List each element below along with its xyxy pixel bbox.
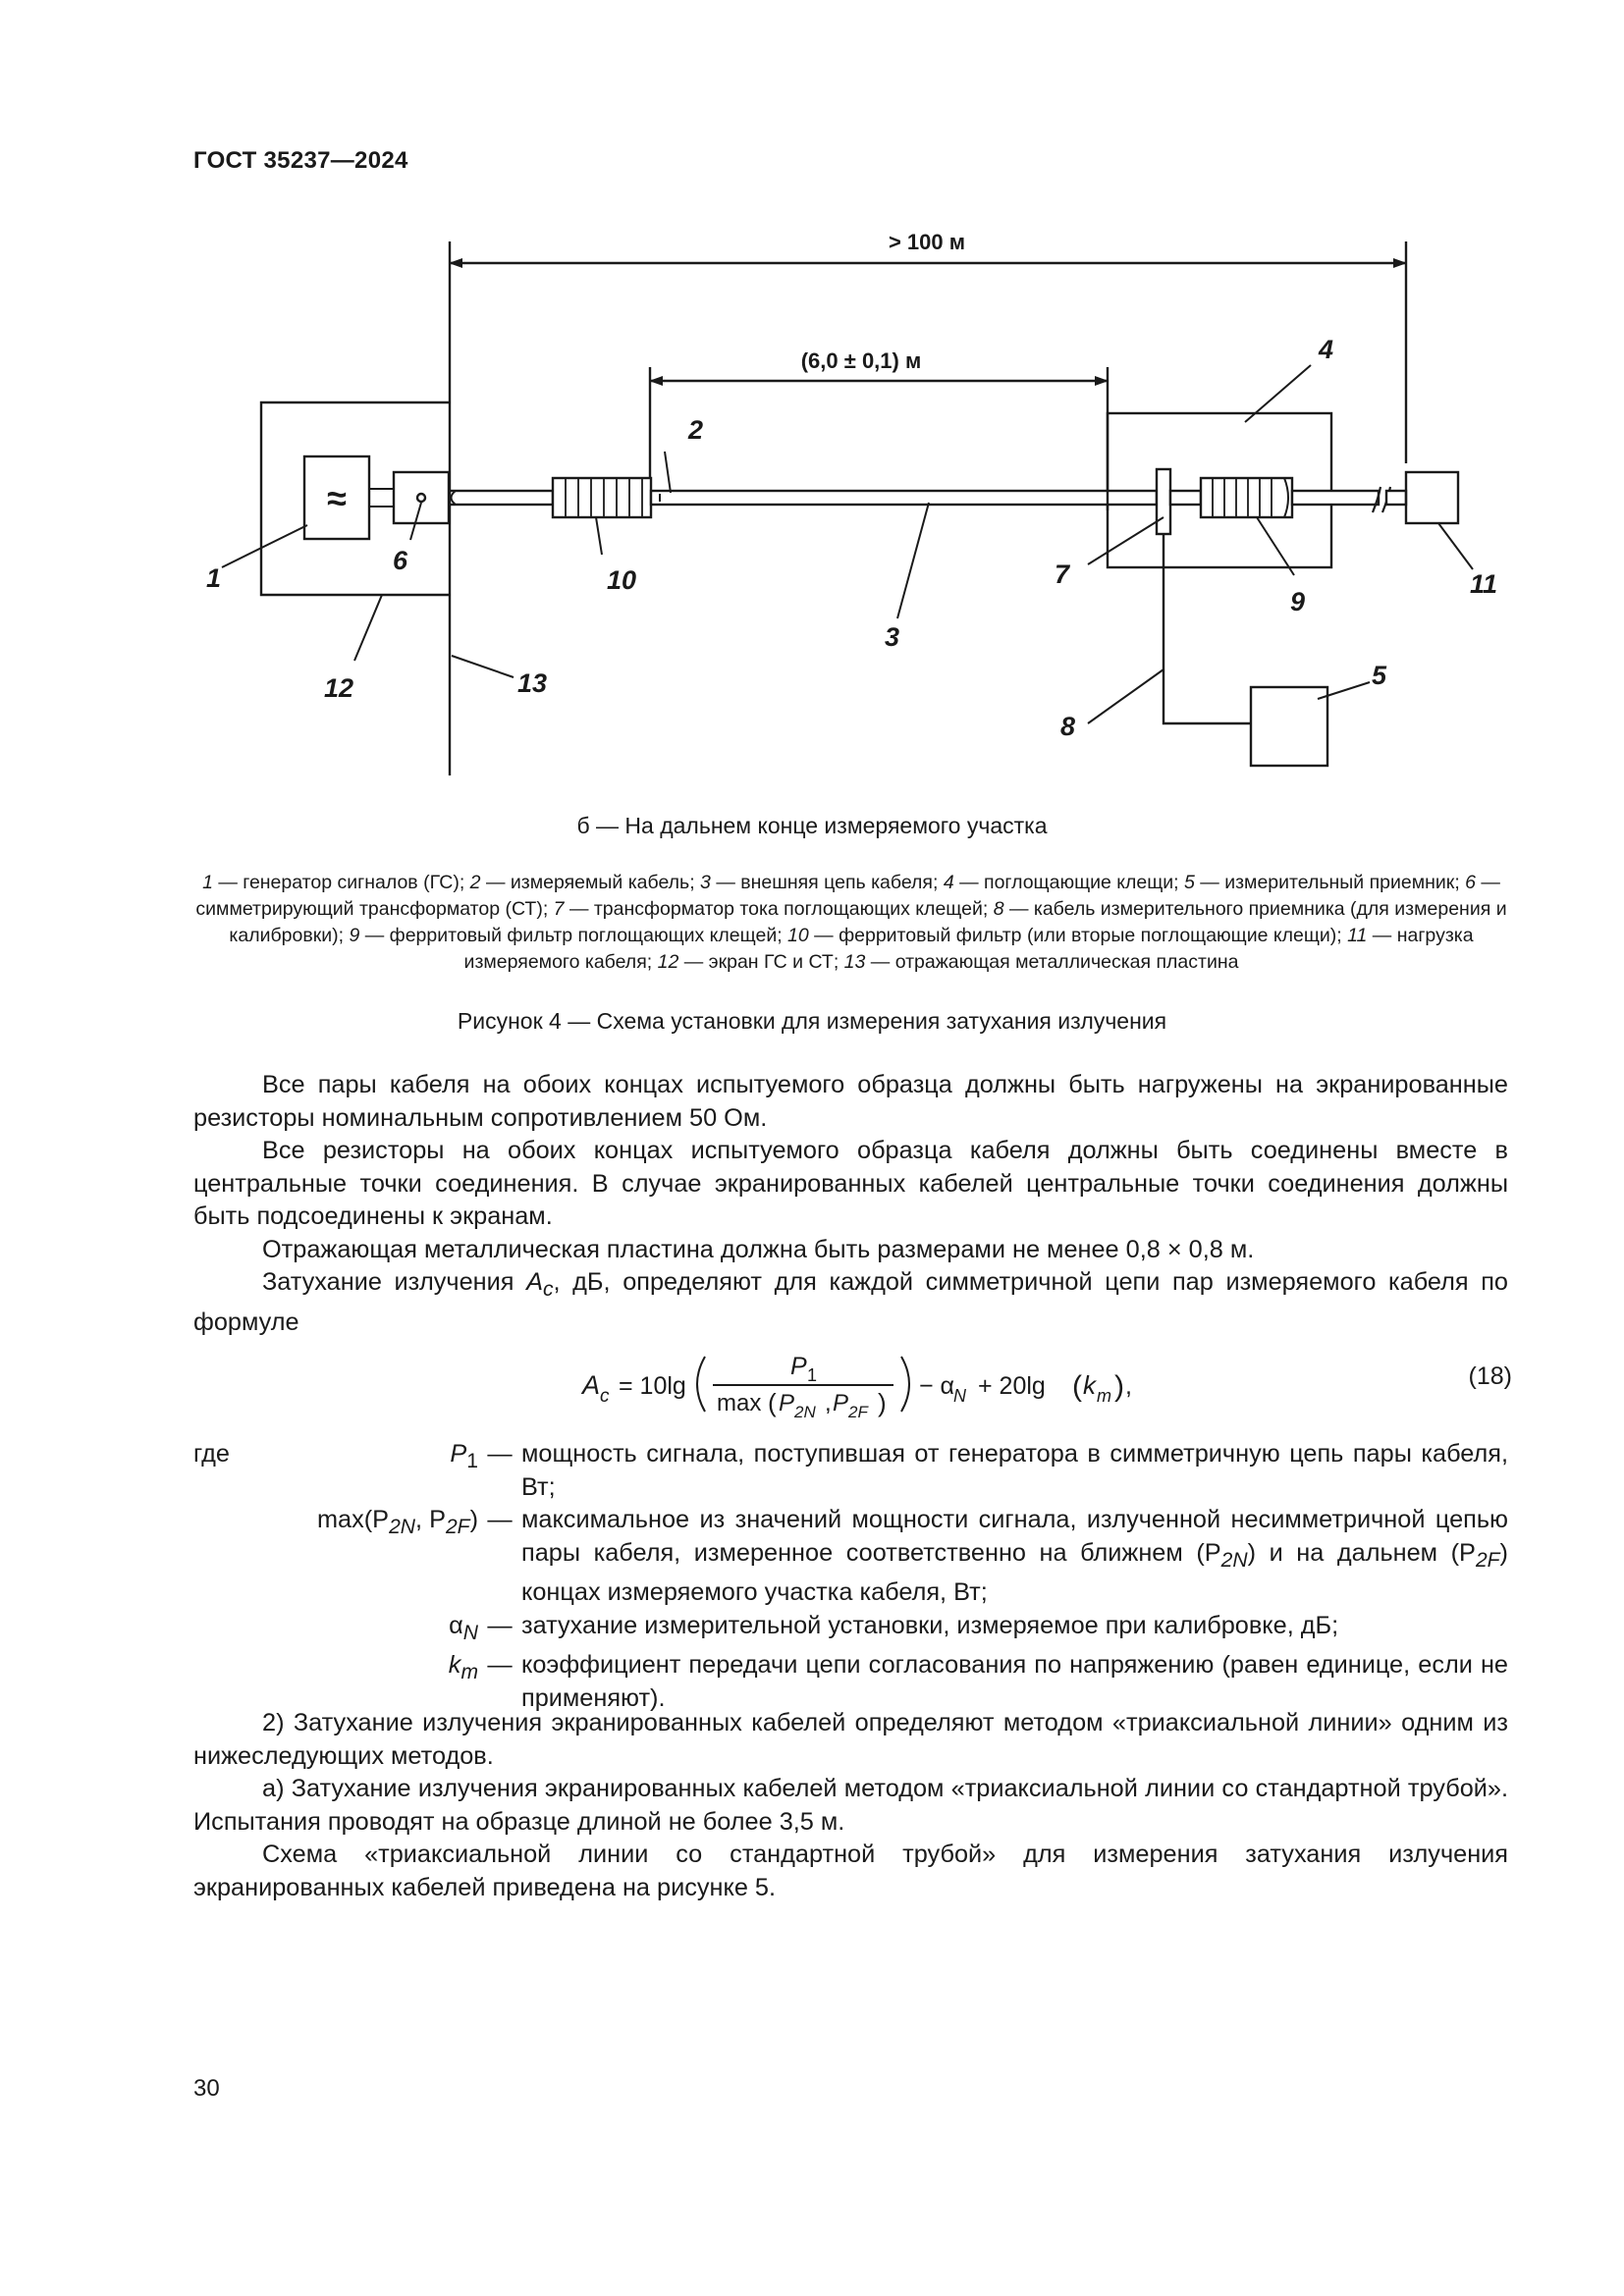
definition: мощность сигнала, поступившая от генератора в симметричную цепь пары кабеля, Вт; [521, 1440, 1508, 1501]
svg-text:,: , [825, 1390, 832, 1416]
definition: максимальное из значений мощности сигнала, излученной несимметричной цепью пары кабеля, измеренное соответственно на ближнем $(P_{2N})$ и на дальнем $(P_{2F})$ концах измеряемого участка кабеля, Вт; [521, 1506, 1508, 1607]
legend-item: 7 — трансформатор тока поглощающих клещей; [553, 898, 994, 920]
label-8: 8 [1060, 712, 1076, 741]
label-10: 10 [607, 565, 637, 595]
leader-7 [1088, 517, 1164, 564]
cable-in-clamp [1170, 491, 1201, 505]
cable-load [1406, 472, 1458, 523]
definition-row: $\max(P_{2N}$, $P_{2F}$) — максимальное из значений мощности сигнала, излученной несимметричной цепью пары кабеля, измеренное соответственно на ближнем $(P_{2N})$ и на дальнем $(P_{2F})$ концах измеряемого участка кабеля, Вт; [193, 1504, 1508, 1610]
legend-item: 11 — нагрузка измеряемого кабеля; [463, 925, 1474, 973]
cable-left [450, 491, 553, 505]
legend-item: 9 — ферритовый фильтр поглощающих клещей; [349, 925, 788, 946]
legend-item: 2 — измеряемый кабель; [469, 872, 701, 893]
symbol: $P_1$ [450, 1440, 478, 1473]
svg-text:c: c [600, 1386, 610, 1407]
receiver-cable [1164, 534, 1251, 723]
svg-text:1: 1 [807, 1365, 818, 1385]
dimension-label-outer: > 100 м [888, 230, 966, 254]
paragraph: а) Затухание излучения экранированных кабелей методом «триаксиальной линии со стандартной трубой». Испытания проводят на образце длиной не более 3,5 м. [193, 1775, 1508, 1836]
symbol-definitions [193, 1438, 1508, 1715]
label-13: 13 [517, 668, 548, 698]
svg-text:): ) [1114, 1370, 1124, 1403]
svg-text:(: ( [768, 1388, 777, 1417]
svg-text:(: ( [1072, 1370, 1082, 1403]
leader-10 [596, 517, 602, 555]
paragraph: Все пары кабеля на обоих концах испытуемого образца должны быть нагружены на экранированные резисторы номинальным сопротивлением 50 Ом. [193, 1071, 1508, 1132]
svg-text:k: k [1083, 1370, 1096, 1400]
svg-text:2N: 2N [794, 1403, 816, 1421]
svg-text:N: N [953, 1386, 966, 1406]
label-11: 11 [1470, 569, 1498, 599]
where-label: где [193, 1440, 230, 1468]
svg-text:max: max [717, 1390, 762, 1416]
label-4: 4 [1319, 335, 1334, 364]
legend-item: 1 — генератор сигналов (ГС); [202, 872, 470, 893]
clamp-ferrite-filter [1201, 478, 1292, 517]
svg-text:P: P [833, 1390, 849, 1416]
paragraph: 2) Затухание излучения экранированных кабелей определяют методом «триаксиальной линии» одним из нижеследующих методов. [193, 1709, 1508, 1770]
label-2: 2 [688, 415, 704, 445]
svg-text:): ) [878, 1388, 887, 1417]
legend-item: 12 — экран ГС и СТ; [657, 951, 844, 973]
body-text-block-1 [193, 1069, 1508, 1339]
label-3: 3 [885, 622, 900, 652]
leader-5 [1318, 682, 1370, 699]
leader-2 [665, 452, 671, 493]
label-7: 7 [1055, 560, 1070, 589]
legend-item: 13 — отражающая металлическая пластина [843, 951, 1239, 973]
document-header: ГОСТ 35237—2024 [193, 147, 408, 174]
legend-item: 3 — внешняя цепь кабеля; [700, 872, 944, 893]
generator-symbol: ≈ [327, 478, 347, 518]
definition: затухание измерительной установки, измеряемое при калибровке, дБ; [521, 1611, 1339, 1639]
legend-item: 10 — ферритовый фильтр (или вторые поглощающие клещи); [787, 925, 1348, 946]
definition-row: где $P_1$ — мощность сигнала, поступившая от генератора в симметричную цепь пары кабеля, Вт; [193, 1438, 1508, 1504]
definition-row: $k_m$ — коэффициент передачи цепи согласования по напряжению (равен единице, если не применяют). [193, 1649, 1508, 1715]
formula-18 [579, 1345, 1512, 1423]
svg-text:P: P [779, 1390, 795, 1416]
symbol: $\max(P_{2N}$, $P_{2F}$) [316, 1506, 478, 1539]
current-transformer [1157, 469, 1170, 534]
label-9: 9 [1290, 587, 1306, 616]
formula-expression [579, 1345, 1326, 1423]
leader-13 [452, 656, 514, 677]
label-1: 1 [206, 563, 222, 593]
figure-legend [193, 870, 1509, 976]
definition-row: $\alpha_N$ — затухание измерительной установки, измеряемое при калибровке, дБ; [193, 1610, 1508, 1650]
svg-text:− α: − α [919, 1372, 954, 1400]
legend-item: 8 — кабель измерительного приемника (для измерения и калибровки); [229, 898, 1507, 946]
label-12: 12 [324, 673, 354, 703]
svg-text:,: , [1125, 1372, 1132, 1400]
paragraph: Отражающая металлическая пластина должна быть размерами не менее 0,8 × 0,8 м. [262, 1235, 1255, 1263]
ferrite-filter [553, 478, 651, 517]
legend-item: 5 — измерительный приемник; [1184, 872, 1466, 893]
leader-11 [1438, 523, 1473, 569]
leader-3 [897, 503, 929, 618]
paragraph: Все резисторы на обоих концах испытуемого образца кабеля должны быть соединены вместе в центральные точки соединения. В случае экранированных кабелей центральные точки соединения должны быть подсоединены к экранам. [193, 1137, 1508, 1230]
cable-middle [651, 491, 1157, 505]
legend-item: 6 — симметрирующий трансформатор (СТ); [195, 872, 1500, 920]
leader-8 [1088, 669, 1164, 723]
svg-text:m: m [1097, 1386, 1111, 1406]
svg-text:P: P [790, 1353, 807, 1380]
cable-right [1292, 491, 1379, 505]
leader-1 [222, 525, 307, 567]
svg-text:A: A [582, 1370, 601, 1400]
label-6: 6 [393, 546, 408, 575]
dimension-label-inner: (6,0 ± 0,1) м [800, 348, 922, 373]
legend-item: 4 — поглощающие клещи; [943, 872, 1185, 893]
svg-text:= 10lg: = 10lg [619, 1372, 686, 1400]
symbol: $k_m$ [448, 1651, 478, 1684]
paragraph: Затухание излучения $A_c$, дБ, определяют для каждой симметричной цепи пар измеряемого кабеля по формуле [193, 1268, 1509, 1336]
paragraph: Схема «триаксиальной линии со стандартной трубой» для измерения затухания излучения экранированных кабелей приведена на рисунке 5. [193, 1841, 1508, 1901]
label-5: 5 [1372, 661, 1387, 690]
figure-caption: Рисунок 4 — Схема установки для измерения затухания излучения [457, 1008, 1167, 1034]
equation-number: (18) [1468, 1362, 1512, 1390]
figure-subcaption: б — На дальнем конце измеряемого участка [576, 813, 1048, 838]
leader-6 [410, 503, 421, 540]
leader-12 [354, 595, 382, 661]
definition: коэффициент передачи цепи согласования по напряжению (равен единице, если не применяют). [521, 1651, 1508, 1712]
page-number: 30 [193, 2075, 220, 2102]
symbol: $\alpha_N$ [449, 1611, 478, 1644]
svg-text:2F: 2F [848, 1403, 868, 1421]
setup-diagram [0, 0, 1624, 805]
generator-connector [369, 489, 394, 507]
svg-text:+ 20lg: + 20lg [978, 1372, 1046, 1400]
body-text-block-2 [193, 1707, 1508, 1904]
balun-terminal [417, 494, 425, 502]
measuring-receiver [1251, 687, 1327, 766]
